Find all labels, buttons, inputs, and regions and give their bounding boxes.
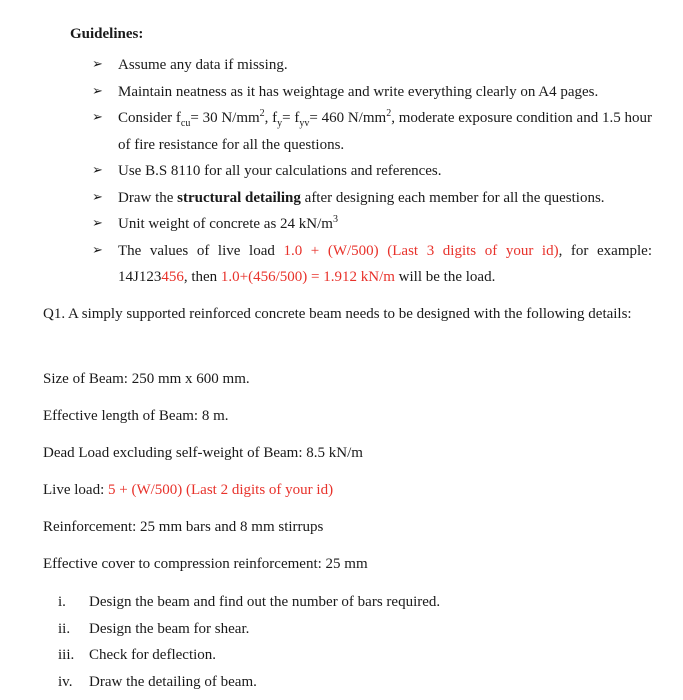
list-item: [92, 211, 652, 238]
task-list: [58, 589, 558, 695]
list-item: [92, 52, 652, 79]
reinforcement: Reinforcement: 25 mm bars and 8 mm stirrups: [43, 519, 324, 535]
arrow-bullet-icon: ➢: [92, 216, 103, 231]
list-item: [92, 105, 652, 158]
guidelines-heading: Guidelines:: [70, 26, 144, 42]
arrow-bullet-icon: ➢: [92, 163, 103, 178]
list-item: [92, 185, 652, 212]
arrow-bullet-icon: ➢: [92, 189, 103, 205]
beam-size: Size of Beam: 250 mm x 600 mm.: [43, 371, 250, 387]
arrow-bullet-icon: ➢: [92, 57, 103, 72]
list-item: [92, 158, 652, 185]
task-item: i. Design the beam and find out the number of bars required.: [58, 594, 441, 610]
task-item: ii. Design the beam for shear.: [58, 620, 250, 637]
effective-length: Effective length of Beam: 8 m.: [43, 408, 229, 424]
guideline-text: Consider $f_{cu}= 30$ $N/mm^2$, $f_y= f_{yv}= 460$ $N/mm^2$, moderate exposure condition and 1.5 hour of fire resistance for all the questions.: [118, 108, 652, 153]
effective-cover: Effective cover to compression reinforcement: 25 mm: [43, 556, 368, 572]
guidelines-list: [92, 52, 652, 291]
live-load: Live load: 5 + (W/500) (Last 2 digits of your id): [43, 482, 334, 498]
list-item: [92, 238, 652, 291]
list-item: [92, 79, 652, 106]
bold-text: structural detailing: [177, 189, 301, 206]
guideline-text: Use B.S 8110 for all your calculations and references.: [118, 163, 442, 179]
question-intro: Q1. A simply supported reinforced concrete beam needs to be designed with the following details:: [43, 306, 632, 322]
task-item: iii. Check for deflection.: [58, 647, 217, 663]
task-item: iv. Draw the detailing of beam.: [58, 673, 257, 690]
guideline-text: Draw the structural detailing after designing each member for all the questions.: [118, 189, 605, 206]
dead-load: Dead Load excluding self-weight of Beam: 8.5 kN/m: [43, 445, 363, 461]
arrow-bullet-icon: ➢: [92, 110, 103, 125]
guideline-text: Unit weight of concrete as 24 $kN/m^3$: [118, 214, 338, 232]
arrow-bullet-icon: ➢: [92, 83, 103, 99]
guideline-text: The values of live load 1.0 + (W/500) (Last 3 digits of your id), for example: 14J123456, then 1.0+(456/500) = 1.912 kN/m will be the load.: [118, 242, 652, 285]
arrow-bullet-icon: ➢: [92, 242, 103, 258]
guideline-text: Maintain neatness as it has weightage and write everything clearly on A4 pages.: [118, 83, 599, 100]
guideline-text: Assume any data if missing.: [118, 57, 288, 73]
